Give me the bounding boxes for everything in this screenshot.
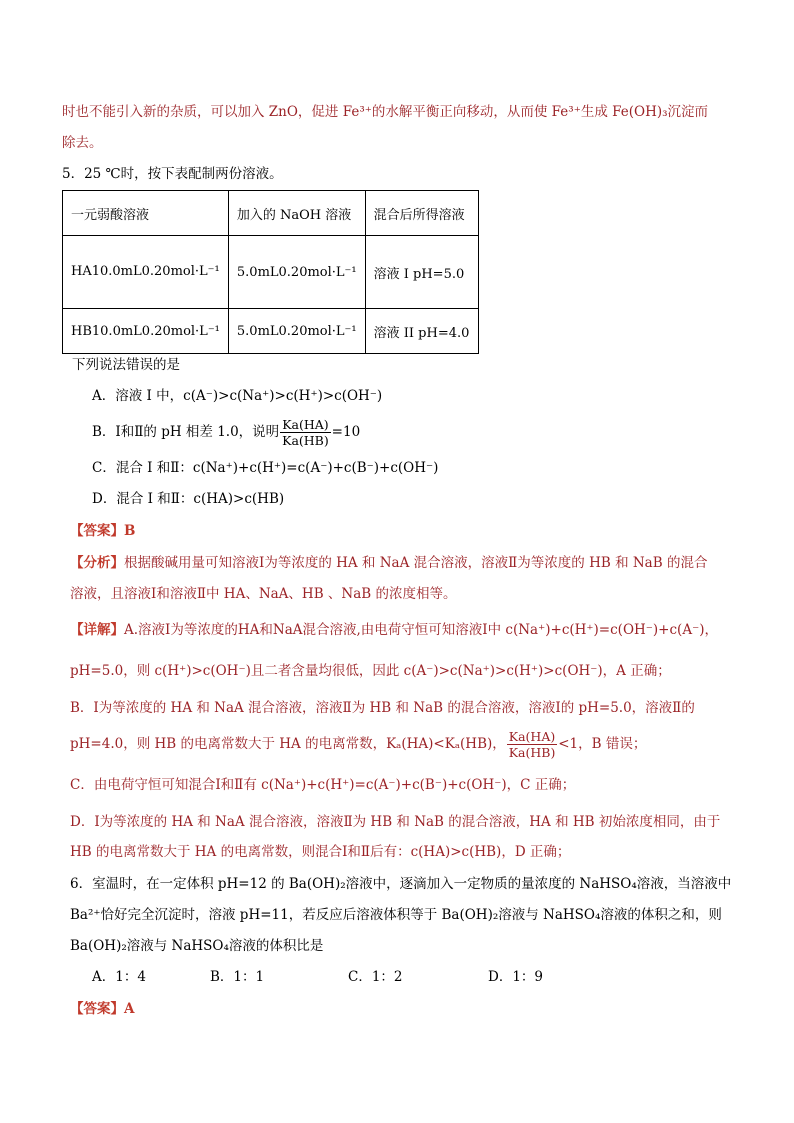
q6-answer: [70, 999, 134, 1019]
fraction-numerator: Ka(HA): [508, 729, 556, 744]
q5-answer: [70, 521, 135, 541]
q6-option-a: A．1：4: [92, 969, 146, 985]
intro-line-2: 除去。: [62, 135, 103, 151]
detail-b2-tail: <1，B 错误；: [558, 736, 647, 752]
q5-stem: 5．25 ℃时，按下表配制两份溶液。: [62, 166, 283, 182]
table-header-cell: 加入的 NaOH 溶液: [228, 191, 365, 236]
ka-ratio-fraction: [280, 417, 330, 448]
table-cell: HB10.0mL0.20mol·L⁻¹: [63, 309, 229, 354]
answer-label: 【答案】: [70, 1001, 124, 1017]
q5-option-b-tail: =10: [331, 424, 361, 440]
ka-ratio-fraction: [507, 729, 557, 760]
detail-label: 【详解】: [70, 622, 124, 638]
detail-b2-text: pH=4.0，则 HB 的电离常数大于 HA 的电离常数，Kₐ(HA)<Kₐ(HB)，: [70, 736, 506, 752]
q5-detail-a1: [70, 620, 718, 640]
q6-line-1: 6．室温时，在一定体积 pH=12 的 Ba(OH)₂溶液中，逐滴加入一定物质的量浓度的 NaHSO₄溶液，当溶液中: [70, 876, 732, 892]
q5-detail-c: C．由电荷守恒可知混合Ⅰ和Ⅱ有 c(Na⁺)+c(H⁺)=c(A⁻)+c(B⁻)+c(OH⁻)，C 正确；: [70, 777, 576, 793]
fraction-denominator: Ka(HB): [282, 433, 329, 448]
q5-option-a: A．溶液 I 中，c(A⁻)>c(Na⁺)>c(H⁺)>c(OH⁻): [92, 388, 383, 404]
q5-detail-d2: HB 的电离常数大于 HA 的电离常数，则混合Ⅰ和Ⅱ后有：c(HA)>c(HB)，D 正确；: [70, 844, 571, 860]
q5-ask: 下列说法错误的是: [72, 357, 180, 373]
answer-label: 【答案】: [70, 523, 124, 539]
table-cell: 溶液 II pH=4.0: [365, 309, 478, 354]
q5-option-b: [92, 416, 360, 448]
answer-value: B: [124, 523, 136, 539]
q6-option-b: B．1：1: [210, 969, 265, 985]
table-header-cell: 一元弱酸溶液: [63, 191, 229, 236]
table-header-cell: 混合后所得溶液: [365, 191, 478, 236]
q6-line-3: Ba(OH)₂溶液与 NaHSO₄溶液的体积比是: [70, 938, 324, 954]
fraction-denominator: Ka(HB): [508, 745, 556, 760]
q5-detail-b2: [70, 728, 646, 760]
fraction-numerator: Ka(HA): [282, 417, 329, 432]
table-row: [63, 236, 479, 309]
q5-analysis-1: [70, 553, 707, 573]
table-cell: 5.0mL0.20mol·L⁻¹: [228, 309, 365, 354]
table-cell: HA10.0mL0.20mol·L⁻¹: [63, 236, 229, 309]
q5-option-d: D．混合 I 和Ⅱ：c(HA)>c(HB): [92, 491, 285, 507]
table-cell: 5.0mL0.20mol·L⁻¹: [228, 236, 365, 309]
q6-option-d: D．1：9: [488, 969, 544, 985]
q5-table: [62, 190, 479, 354]
q5-detail-b1: B．Ⅰ为等浓度的 HA 和 NaA 混合溶液，溶液Ⅱ为 HB 和 NaB 的混合溶液，溶液Ⅰ的 pH=5.0，溶液Ⅱ的: [70, 700, 695, 716]
q5-option-b-text: B．Ⅰ和Ⅱ的 pH 相差 1.0，说明: [92, 424, 280, 440]
q6-line-2: Ba²⁺恰好完全沉淀时，溶液 pH=11，若反应后溶液体积等于 Ba(OH)₂溶液与 NaHSO₄溶液的体积之和，则: [70, 907, 722, 923]
q5-detail-a2: pH=5.0，则 c(H⁺)>c(OH⁻)且二者含量均很低，因此 c(A⁻)>c(Na⁺)>c(H⁺)>c(OH⁻)，A 正确；: [70, 663, 671, 679]
detail-text: A.溶液Ⅰ为等浓度的HA和NaA混合溶液,由电荷守恒可知溶液Ⅰ中 c(Na⁺)+c(H⁺)=c(OH⁻)+c(A⁻)，: [124, 622, 718, 638]
table-cell: 溶液 I pH=5.0: [365, 236, 478, 309]
intro-line-1: 时也不能引入新的杂质，可以加入 ZnO，促进 Fe³⁺的水解平衡正向移动，从而使 Fe³⁺生成 Fe(OH)₃沉淀而: [62, 104, 709, 120]
q5-option-c: C．混合 I 和Ⅱ：c(Na⁺)+c(H⁺)=c(A⁻)+c(B⁻)+c(OH⁻): [92, 460, 439, 476]
q5-analysis-2: 溶液，且溶液Ⅰ和溶液Ⅱ中 HA、NaA、HB 、NaB 的浓度相等。: [70, 586, 457, 602]
q5-detail-d1: D．Ⅰ为等浓度的 HA 和 NaA 混合溶液，溶液Ⅱ为 HB 和 NaB 的混合溶液，HA 和 HB 初始浓度相同，由于: [70, 814, 721, 830]
q6-option-c: C．1：2: [348, 969, 403, 985]
table-row: [63, 309, 479, 354]
analysis-text: 根据酸碱用量可知溶液Ⅰ为等浓度的 HA 和 NaA 混合溶液，溶液Ⅱ为等浓度的 HB 和 NaB 的混合: [124, 555, 708, 571]
analysis-label: 【分析】: [70, 555, 124, 571]
table-header-row: [63, 191, 479, 236]
answer-value: A: [124, 1001, 135, 1017]
